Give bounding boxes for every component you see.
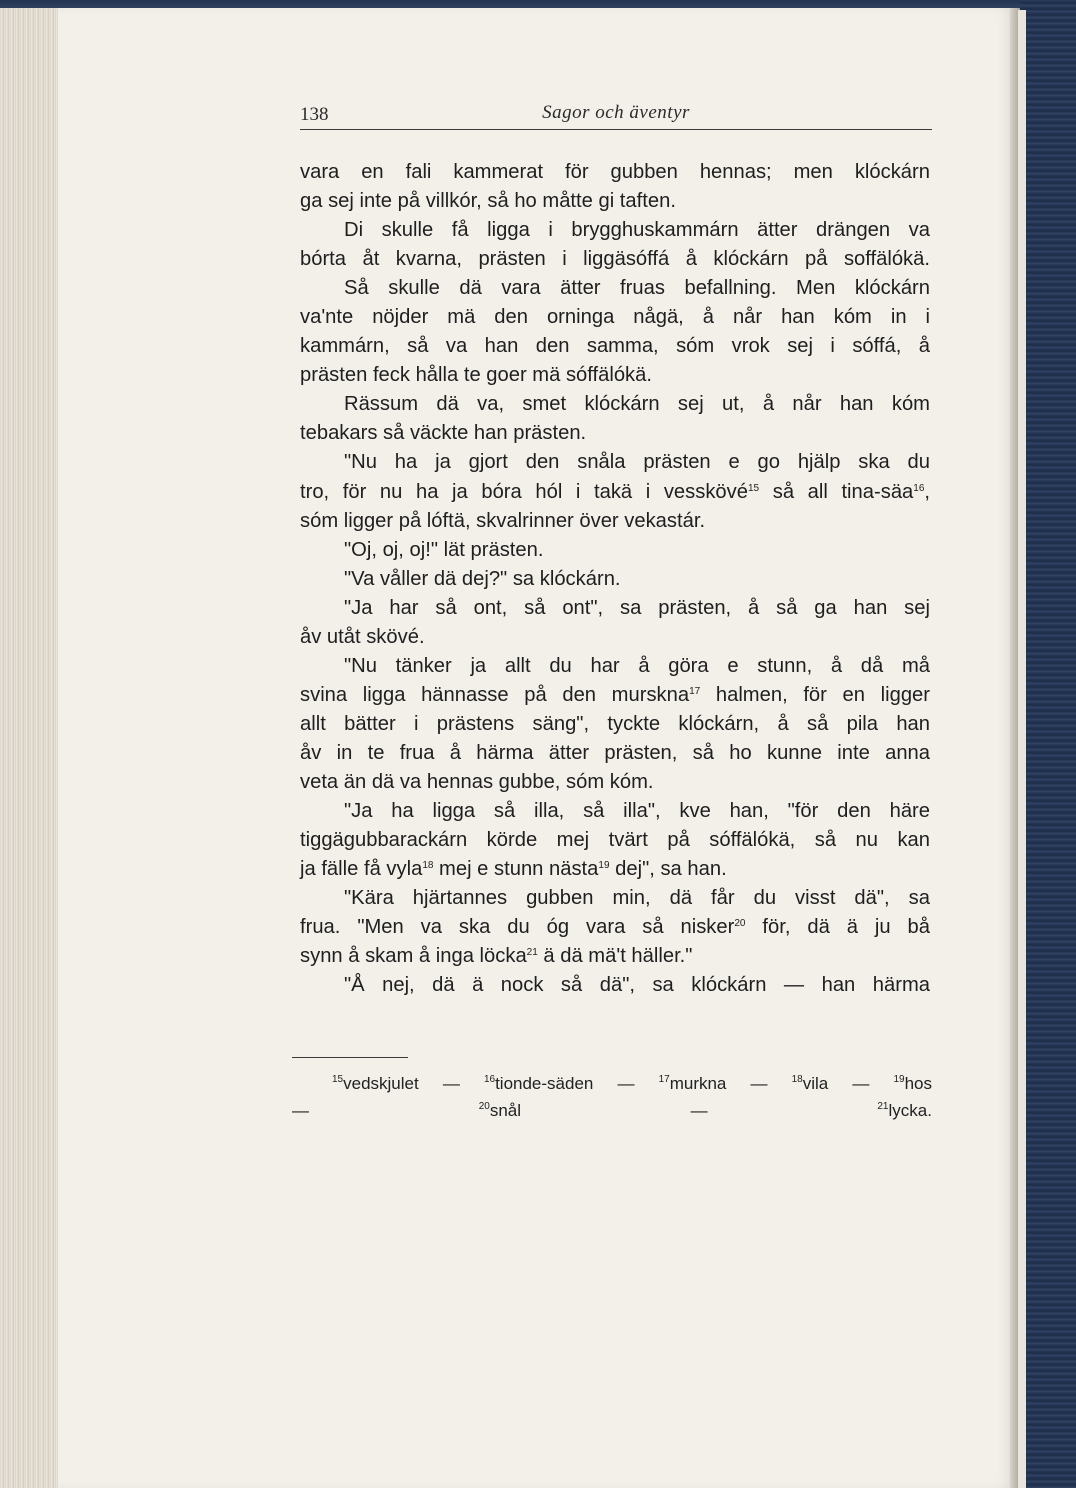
text-run: ,: [924, 480, 931, 503]
text-line: åv utåt skövé.: [300, 625, 425, 648]
text-line: prästen feck hålla te goer mä sóffälókä.: [300, 364, 652, 387]
text-line: [300, 855, 930, 884]
text-run: frua. "Men va ska du óg vara så nisker: [300, 916, 735, 939]
footnote-text: —: [292, 1101, 309, 1120]
text-run: synn å skam å inga löcka: [300, 945, 527, 968]
footnote-text: snål —: [489, 1101, 708, 1120]
text-line: "Ja har så ont, så ont", sa prästen, å så ga han sej: [344, 596, 930, 619]
text-line: "Oj, oj, oj!" lät prästen.: [344, 538, 544, 561]
text-line: "Va våller dä dej?" sa klóckárn.: [344, 567, 621, 590]
footnote-line: [292, 1097, 932, 1124]
text-line: tebakars så väckte han prästen.: [300, 422, 587, 445]
footnote-ref: 19: [598, 860, 610, 872]
footnote-text: lycka.: [888, 1101, 932, 1120]
text-run: dej", sa han.: [609, 858, 727, 881]
paragraph: [300, 594, 930, 652]
paragraph: [300, 565, 930, 594]
text-line: [300, 913, 930, 942]
footnote-number: 20: [478, 1101, 490, 1112]
text-line: Så skulle dä vara ätter fruas befallning. Men klóckárn: [344, 277, 930, 300]
paragraph: [300, 884, 930, 971]
page-header: [300, 100, 932, 130]
footnotes: [292, 1070, 932, 1124]
text-run: ja fälle få vyla: [300, 858, 423, 881]
text-line: vara en fali kammerat för gubben hennas; men klóckárn: [300, 161, 930, 183]
text-run: för, dä ä ju bå: [745, 916, 930, 939]
footnote-number: 15: [332, 1074, 344, 1085]
paragraph: [300, 158, 930, 216]
text-line: [300, 478, 930, 507]
paragraph: [300, 390, 930, 448]
footnote-text: hos: [904, 1074, 932, 1093]
facing-page-edge: [1018, 10, 1026, 1488]
paragraph: [300, 448, 930, 535]
text-line: va'nte nöjder mä den orninga någä, å når han kóm in i: [300, 306, 930, 329]
text-line: veta än dä va hennas gubbe, sóm kóm.: [300, 770, 654, 793]
text-line: "Å nej, dä ä nock så dä", sa klóckárn — han härma: [344, 974, 930, 997]
text-line: Rässum dä va, smet klóckárn sej ut, å når han kóm: [344, 393, 930, 416]
footnote-number: 18: [791, 1074, 803, 1085]
footnote-ref: 20: [734, 918, 746, 930]
text-line: ga sej inte på villkór, så ho måtte gi taften.: [300, 190, 676, 213]
text-line: Di skulle få ligga i brygghuskammárn ätter drängen va: [344, 219, 930, 242]
footnote-text: murkna —: [669, 1074, 768, 1093]
footnote-text: tionde-säden —: [495, 1074, 635, 1093]
paragraph: [300, 971, 930, 1000]
book-cover-right: [1020, 0, 1076, 1488]
text-run: ä dä mä't häller.": [537, 945, 693, 968]
paragraph: [300, 274, 930, 390]
text-line: kammárn, så va han den samma, sóm vrok sej i sóffá, å: [300, 335, 930, 358]
footnote-ref: 21: [526, 947, 538, 959]
footnote-rule: [292, 1057, 408, 1058]
header-rule: [300, 129, 932, 130]
text-line: bórta åt kvarna, prästen i liggäsóffá å klóckárn på soffälókä.: [300, 248, 930, 271]
footnote-ref: 17: [689, 685, 701, 697]
text-line: tiggägubbarackárn körde mej tvärt på sóffälókä, så nu kan: [300, 829, 930, 852]
text-line: åv in te frua å härma ätter prästen, så ho kunne inte anna: [300, 741, 930, 764]
text-line: [300, 942, 930, 971]
text-run: så all tina-säa: [759, 480, 914, 503]
body-text: [300, 158, 930, 1000]
footnote-text: vedskjulet —: [343, 1074, 460, 1093]
text-run: svina ligga hännasse på den murskna: [300, 683, 690, 706]
paragraph: [300, 536, 930, 565]
text-line: "Ja ha ligga så illa, så illa", kve han, "för den häre: [344, 800, 930, 823]
footnote-number: 21: [877, 1101, 889, 1112]
footnote-number: 16: [483, 1074, 496, 1085]
text-line: allt bätter i prästens säng", tyckte klóckárn, å så pila han: [300, 712, 930, 735]
footnote-ref: 18: [422, 860, 434, 872]
text-line: "Nu ha ja gjort den snåla prästen e go hjälp ska du: [344, 451, 930, 474]
footnote-ref: 16: [913, 482, 925, 494]
text-run: tro, för nu ha ja bóra hól i takä i vesskövé: [300, 480, 748, 503]
footnote-text: vila —: [802, 1074, 870, 1093]
text-run: mej e stunn nästa: [433, 858, 599, 881]
page-number: 138: [300, 104, 329, 125]
paragraph: [300, 216, 930, 274]
footnote-line: [292, 1070, 932, 1097]
paragraph: [300, 652, 930, 797]
text-run: halmen, för en ligger: [700, 683, 930, 706]
footnote-ref: 15: [748, 482, 760, 494]
text-line: sóm ligger på lóftä, skvalrinner över vekastár.: [300, 509, 706, 532]
paragraph: [300, 797, 930, 884]
text-line: "Kära hjärtannes gubben min, dä får du visst dä", sa: [344, 887, 930, 910]
text-line: "Nu tänker ja allt du har å göra e stunn, å då må: [344, 654, 930, 677]
footnote-number: 17: [658, 1074, 670, 1085]
running-title: Sagor och äventyr: [542, 102, 690, 123]
text-line: [300, 681, 930, 710]
footnote-number: 19: [893, 1074, 905, 1085]
